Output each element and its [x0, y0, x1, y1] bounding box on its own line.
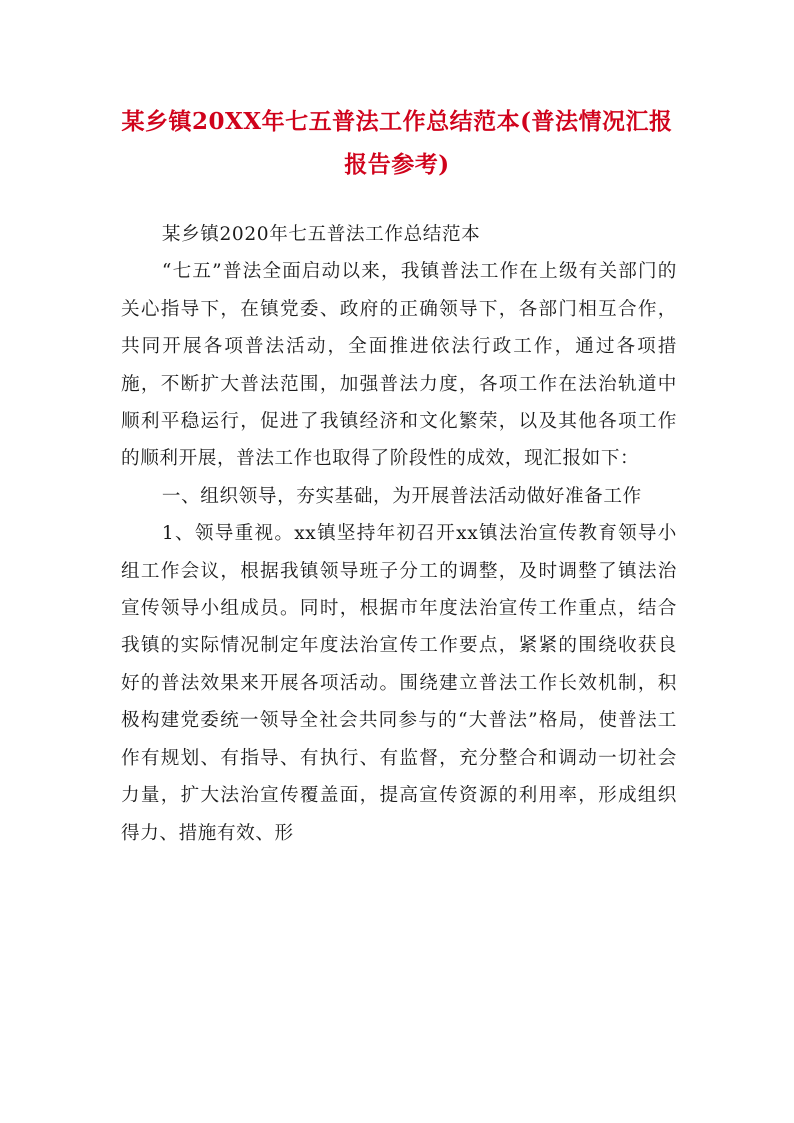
title-line-2: 报告参考) — [344, 151, 450, 178]
body-paragraph: 1、领导重视。xx镇坚持年初召开xx镇法治宣传教育领导小组工作会议，根据我镇领导班子分工的调整，及时调整了镇法治宣传领导小组成员。同时，根据市年度法治宣传工作重点，结合我镇的实际情况制定年度法治宣传工作要点，紧紧的围绕收获良好的普法效果来开展各项活动。围绕建立普法工作长效机制，积极构建党委统一领导全社会共同参与的“大普法”格局，使普法工作有规划、有指导、有执行、有监督，充分整合和调动一切社会力量，扩大法治宣传覆盖面，提高宣传资源的利用率，形成组织得力、措施有效、形 — [121, 523, 677, 844]
title-line-1: 某乡镇20XX年七五普法工作总结范本(普法情况汇报 — [121, 108, 673, 135]
intro-paragraph: “七五”普法全面启动以来，我镇普法工作在上级有关部门的关心指导下，在镇党委、政府的正确领导下，各部门相互合作，共同开展各项普法活动，全面推进依法行政工作，通过各项措施，不断扩大普法范围，加强普法力度，各项工作在法治轨道中顺利平稳运行，促进了我镇经济和文化繁荣，以及其他各项工作的顺利开展，普法工作也取得了阶段性的成效，现汇报如下： — [121, 261, 677, 470]
document-title — [100, 100, 694, 186]
section-heading: 一、组织领导，夯实基础，为开展普法活动做好准备工作 — [161, 485, 642, 507]
document-body — [121, 216, 677, 852]
subtitle-paragraph: 某乡镇2020年七五普法工作总结范本 — [161, 224, 481, 245]
